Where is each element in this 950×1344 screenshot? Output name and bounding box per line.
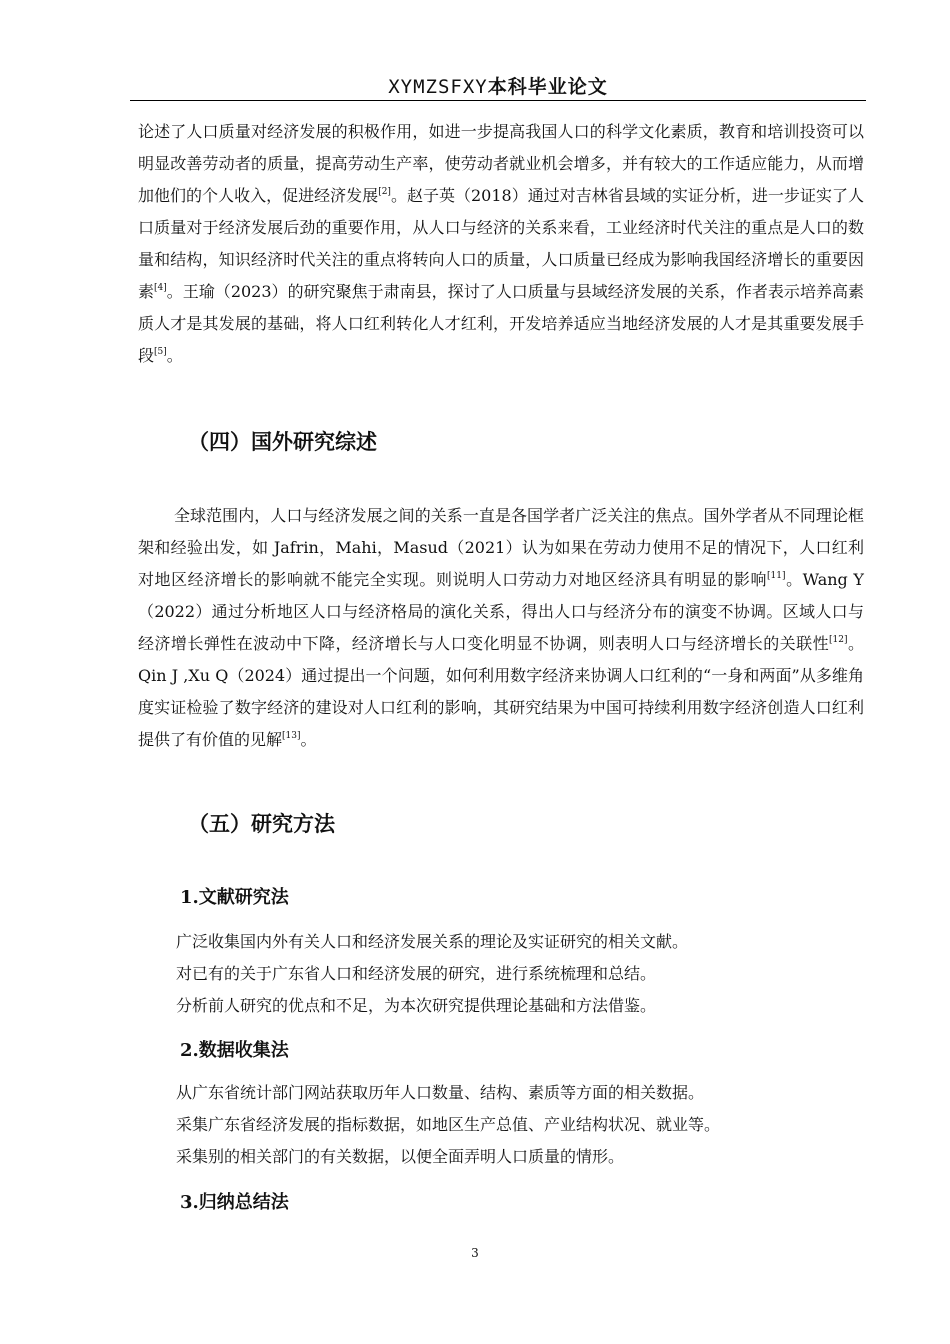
page-number: 3 xyxy=(471,1246,479,1260)
header-label: 本科毕业论文 xyxy=(487,76,608,98)
method-title: 数据收集法 xyxy=(198,1040,289,1061)
paragraph-text: 论述了人口质量对经济发展的积极作用，如进一步提高我国人口的科学文化素质，教育和培训投资可以明显改善劳动者的质量，提高劳动生产率，使劳动者就业机会增多，并有较大的工作适应能力，从而增加他们的个人收入，促进经济发展 xyxy=(138,122,864,205)
list-item: 对已有的关于广东省人口和经济发展的研究，进行系统梳理和总结。 xyxy=(176,964,657,983)
method-number: 3. xyxy=(180,1192,199,1213)
paragraph-text: 。Wang Y（2022）通过分析地区人口与经济格局的演化关系，得出人口与经济分布的演变不协调。区域人口与经济增长弹性在波动中下降，经济增长与人口变化明显不协调，则表明人口与经济增长的关联性 xyxy=(138,570,864,653)
citation: [12] xyxy=(829,635,848,645)
paragraph-text: 。 xyxy=(166,346,183,365)
citation: [4] xyxy=(154,283,167,293)
section-heading-research-methods: （五）研究方法 xyxy=(188,812,335,836)
header-code: XYMZSFXY xyxy=(388,76,488,98)
method-heading-induction xyxy=(180,1188,289,1214)
list-item: 从广东省统计部门网站获取历年人口数量、结构、素质等方面的相关数据。 xyxy=(176,1083,705,1102)
list-item: 采集广东省经济发展的指标数据，如地区生产总值、产业结构状况、就业等。 xyxy=(176,1115,721,1134)
method-heading-literature xyxy=(180,883,289,909)
paragraph-text: 。Qin J ,Xu Q（2024）通过提出一个问题，如何利用数字经济来协调人口红利的“一身和两面”从多维角度实证检验了数字经济的建设对人口红利的影响，其研究结果为中国可持续利用数字经济创造人口红利提供了有价值的见解 xyxy=(138,634,864,749)
method-title: 文献研究法 xyxy=(198,887,289,908)
citation: [2] xyxy=(378,187,391,197)
paragraph-text: 。王瑜（2023）的研究聚焦于肃南县，探讨了人口质量与县域经济发展的关系，作者表示培养高素质人才是其发展的基础，将人口红利转化人才红利，开发培养适应当地经济发展的人才是其重要发展手段 xyxy=(138,282,864,365)
paragraph-domestic-review xyxy=(138,116,864,372)
paragraph-foreign-review xyxy=(138,500,864,756)
section-heading-foreign-review: （四）国外研究综述 xyxy=(188,430,377,454)
list-item: 广泛收集国内外有关人口和经济发展关系的理论及实证研究的相关文献。 xyxy=(176,932,689,951)
method-title: 归纳总结法 xyxy=(198,1192,289,1213)
method-number: 1. xyxy=(180,887,199,908)
citation: [13] xyxy=(282,731,301,741)
citation: [5] xyxy=(154,347,167,357)
paragraph-text: 全球范围内，人口与经济发展之间的关系一直是各国学者广泛关注的焦点。国外学者从不同理论框架和经验出发，如 Jafrin，Mahi，Masud（2021）认为如果在劳动力使用不足的情况下，人口红利对地区经济增长的影响就不能完全实现。则说明人口劳动力对地区经济具有明显的影响 xyxy=(138,506,864,589)
list-item: 采集别的相关部门的有关数据，以便全面弄明人口质量的情形。 xyxy=(176,1147,625,1166)
list-item: 分析前人研究的优点和不足，为本次研究提供理论基础和方法借鉴。 xyxy=(176,996,657,1015)
paragraph-text: 。赵子英（2018）通过对吉林省县域的实证分析，进一步证实了人口质量对于经济发展后劲的重要作用，从人口与经济的关系来看，工业经济时代关注的重点是人口的数量和结构，知识经济时代关注的重点将转向人口的质量，人口质量已经成为影响我国经济增长的重要因素 xyxy=(138,186,864,301)
page-header xyxy=(130,72,866,101)
method-number: 2. xyxy=(180,1040,199,1061)
citation: [11] xyxy=(767,571,786,581)
paragraph-text: 。 xyxy=(300,730,317,749)
method-heading-data-collection xyxy=(180,1036,289,1062)
